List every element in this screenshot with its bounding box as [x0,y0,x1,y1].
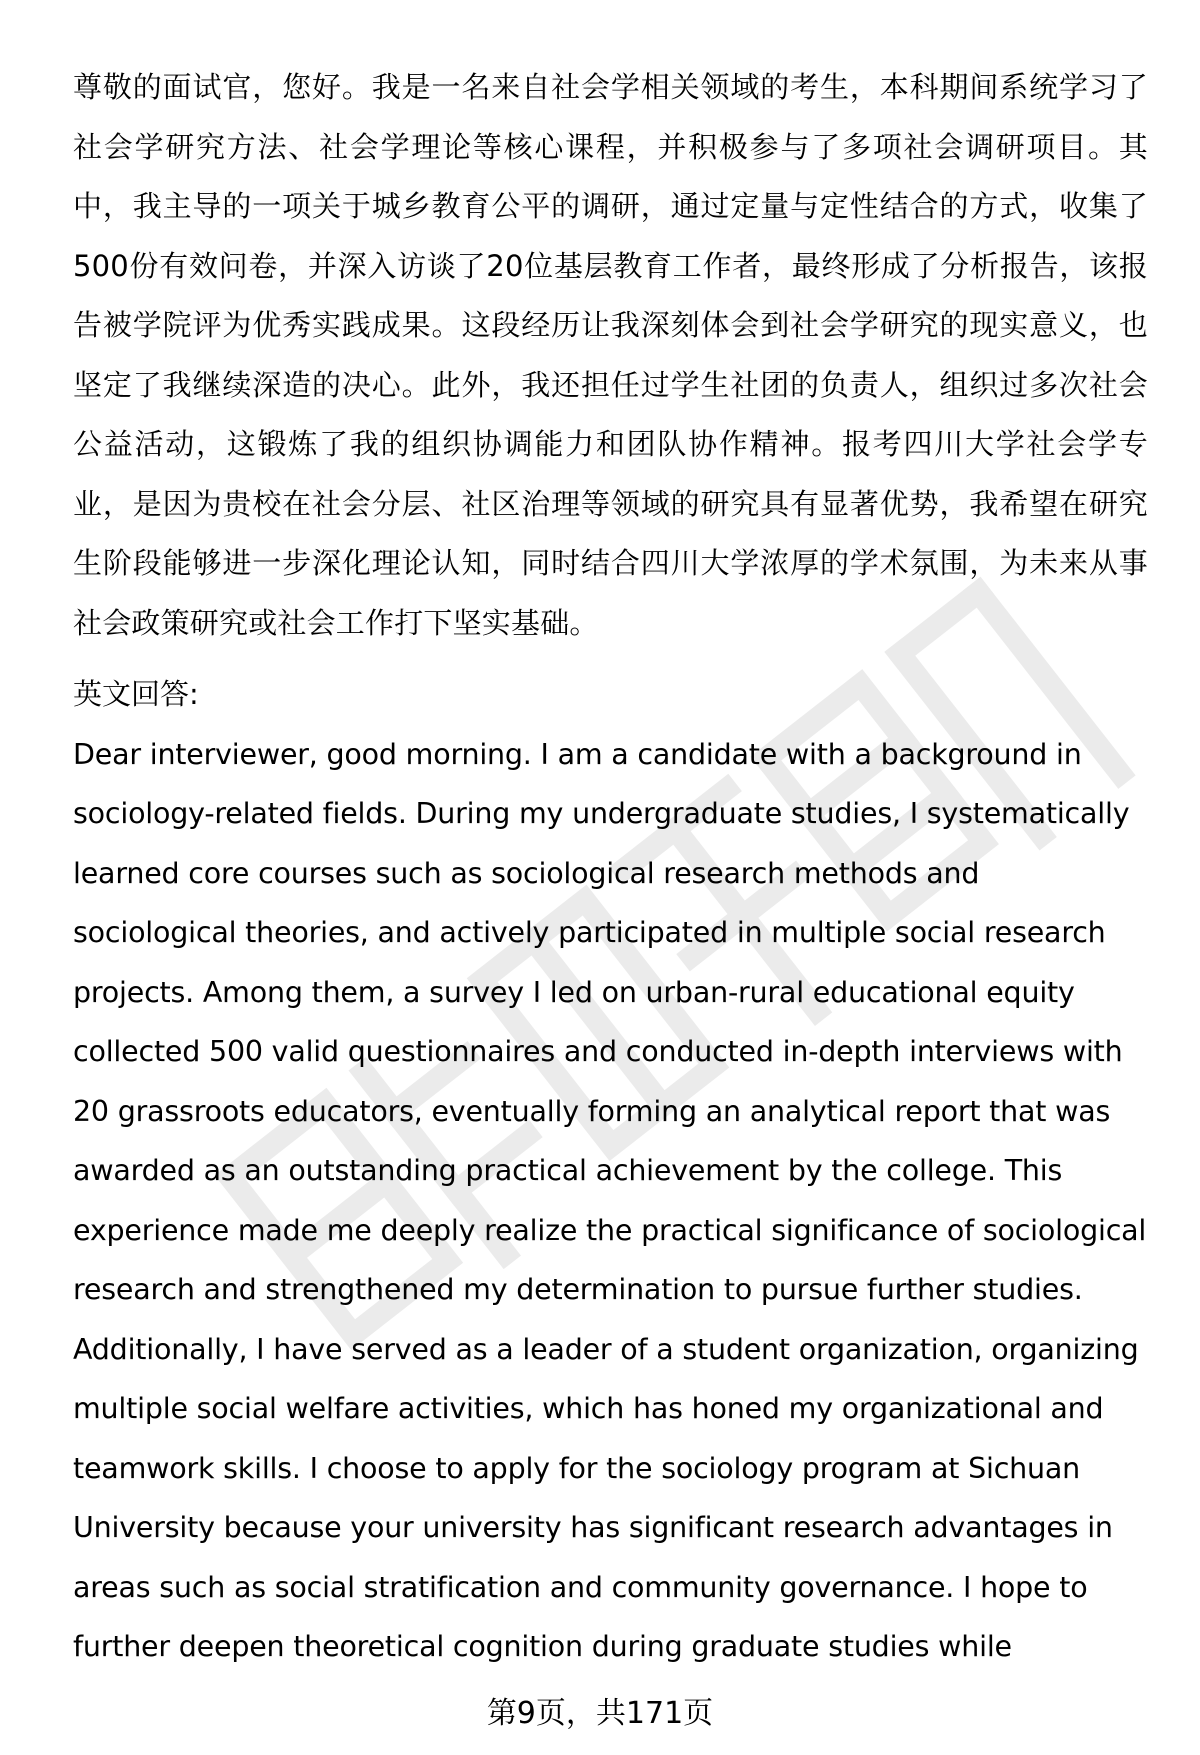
english-answer-paragraph: Dear interviewer, good morning. I am a candidate with a background in sociology-related fields. During my undergraduate studies, I systematically learned core courses such as sociological research methods and sociological theories, and actively participated in multiple social research projects. Among them, a survey I led on urban-rural educational equity collected 500 valid questionnaires and conducted in-depth interviews with 20 grassroots educators, eventually forming an analytical report that was awarded as an outstanding practical achievement by the college. This experience made me deeply realize the practical significance of sociological research and strengthened my determination to pursue further studies. Additionally, I have served as a leader of a student organization, organizing multiple social welfare activities, which has honed my organizational and teamwork skills. I choose to apply for the sociology program at Sichuan University because your university has significant research advantages in areas such as social stratification and community governance. I hope to further deepen theoretical cognition during graduate studies while [73,737,1147,1663]
chinese-answer-paragraph: 尊敬的面试官，您好。我是一名来自社会学相关领域的考生，本科期间系统学习了社会学研究方法、社会学理论等核心课程，并积极参与了多项社会调研项目。其中，我主导的一项关于城乡教育公平的调研，通过定量与定性结合的方式，收集了500份有效问卷，并深入访谈了20位基层教育工作者，最终形成了分析报告，该报告被学院评为优秀实践成果。这段经历让我深刻体会到社会学研究的现实意义，也坚定了我继续深造的决心。此外，我还担任过学生社团的负责人，组织过多次社会公益活动，这锻炼了我的组织协调能力和团队协作精神。报考四川大学社会学专业，是因为贵校在社会分层、社区治理等领域的研究具有显著优势，我希望在研究生阶段能够进一步深化理论认知，同时结合四川大学浓厚的学术氛围，为未来从事社会政策研究或社会工作打下坚实基础。 [73,70,1148,640]
page-number-footer: 第9页，共171页 [486,1696,714,1731]
english-answer-label: 英文回答: [73,677,199,711]
document-body [73,58,1148,1677]
